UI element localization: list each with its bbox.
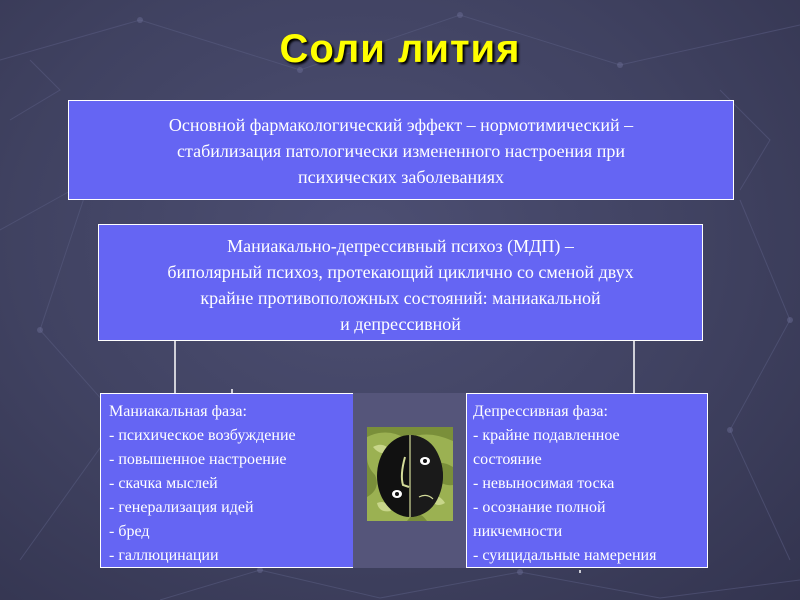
effect-line: стабилизация патологически измененного настроения при xyxy=(177,141,625,161)
depressive-symptom: - суицидальные намерения xyxy=(473,547,657,564)
mdp-definition-box xyxy=(98,224,703,341)
depressive-symptom: никчемности xyxy=(473,523,563,540)
pharmacological-effect-box xyxy=(68,100,734,200)
depressive-symptom: - осознание полной xyxy=(473,499,606,516)
bipolar-face-image xyxy=(367,427,453,521)
mdp-line: биполярный психоз, протекающий циклично со сменой двух xyxy=(167,262,634,282)
depressive-phase-heading: Депрессивная фаза: xyxy=(473,403,608,420)
manic-symptom: - повышенное настроение xyxy=(109,451,287,468)
depressive-symptom: состояние xyxy=(473,451,542,468)
manic-symptom: - галлюцинации xyxy=(109,547,219,564)
mdp-line: крайне противоположных состояний: маниакальной xyxy=(200,288,601,308)
mdp-line: и депрессивной xyxy=(340,314,461,334)
slide-title: Соли лития xyxy=(279,27,521,71)
depressive-phase-box xyxy=(466,393,708,568)
effect-line: психических заболеваниях xyxy=(297,167,505,187)
depressive-symptom: - невыносимая тоска xyxy=(473,475,615,492)
manic-phase-box xyxy=(100,393,354,568)
effect-line: Основной фармакологический эффект – нормотимический – xyxy=(168,115,634,135)
mdp-line: Маниакально-депрессивный психоз (МДП) – xyxy=(227,236,574,256)
manic-symptom: - скачка мыслей xyxy=(109,475,218,492)
manic-symptom: - психическое возбуждение xyxy=(109,427,296,444)
depressive-symptom: - крайне подавленное xyxy=(473,427,620,444)
manic-phase-heading: Маниакальная фаза: xyxy=(109,403,247,420)
manic-symptom: - генерализация идей xyxy=(109,499,254,516)
manic-symptom: - бред xyxy=(109,523,150,540)
